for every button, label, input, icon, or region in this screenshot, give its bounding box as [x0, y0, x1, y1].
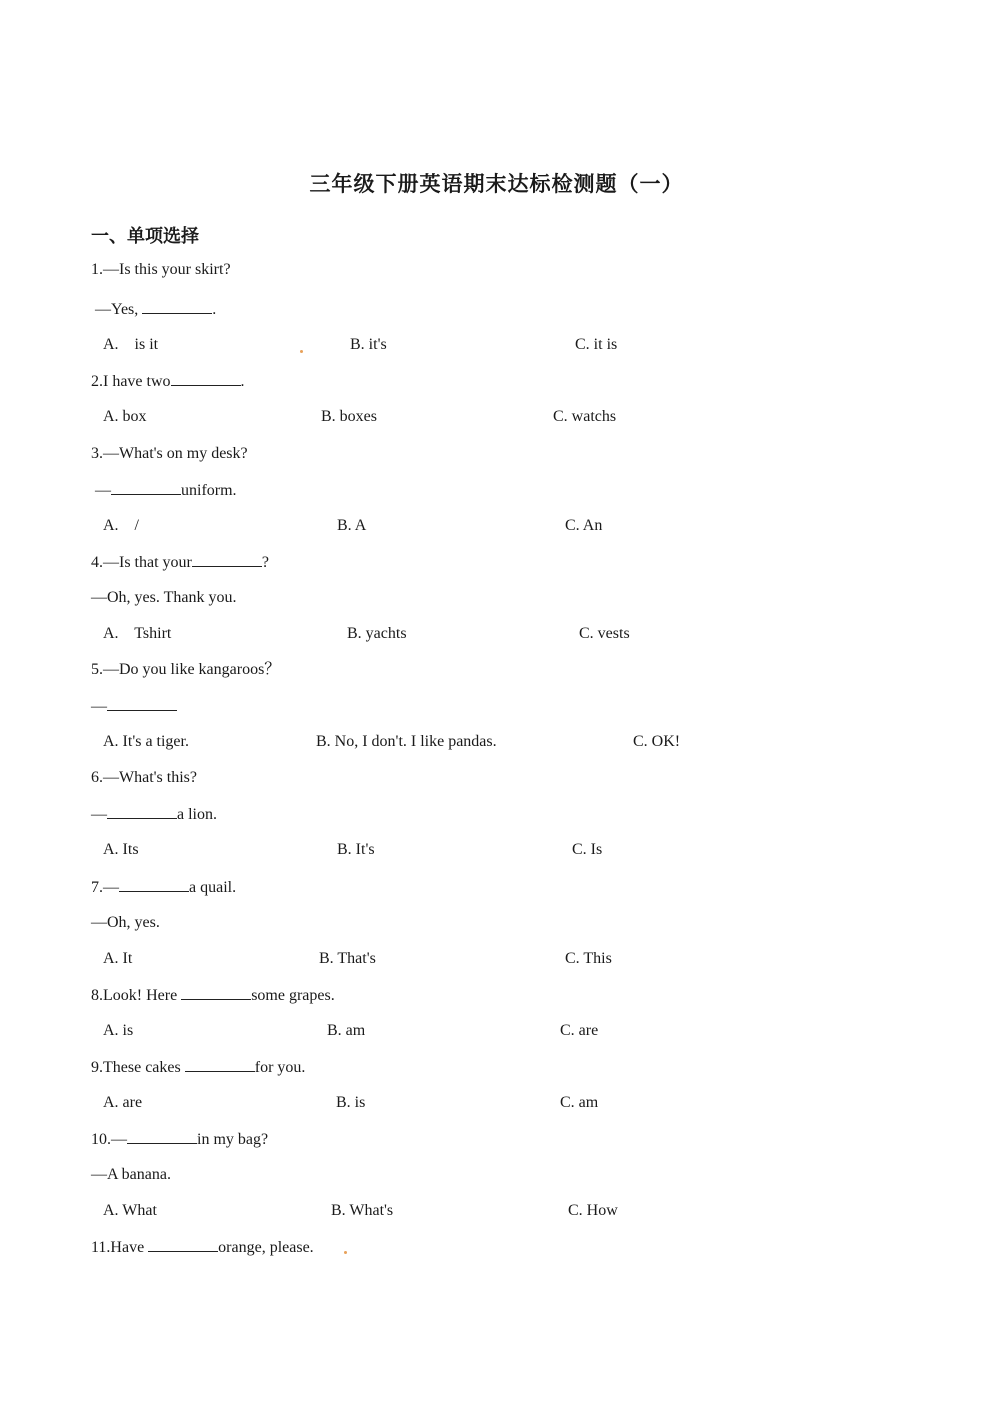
- answer-blank[interactable]: [192, 552, 262, 567]
- answer-blank[interactable]: [148, 1237, 218, 1252]
- question-4-option-a[interactable]: A. Tshirt: [103, 625, 172, 642]
- question-text: —Oh, yes. Thank you.: [91, 589, 237, 606]
- question-11-line-1: [91, 1237, 314, 1258]
- question-2-option-c[interactable]: C. watchs: [553, 408, 617, 425]
- question-10-option-c[interactable]: C. How: [568, 1202, 618, 1219]
- question-5-option-a[interactable]: A. It's a tiger.: [103, 733, 189, 750]
- question-text: ?: [261, 554, 269, 571]
- question-5-option-c[interactable]: C. OK!: [633, 733, 681, 750]
- question-text: a lion.: [177, 806, 217, 823]
- question-text: 2.I have two: [91, 373, 171, 390]
- question-text: —: [91, 806, 107, 823]
- question-text: 8.Look! Here: [91, 987, 182, 1004]
- question-1-line-1: [91, 260, 231, 280]
- question-1-option-b[interactable]: B. it's: [350, 336, 387, 353]
- question-7-line-1: [91, 877, 236, 898]
- question-9-option-a[interactable]: A. are: [103, 1094, 143, 1111]
- question-4-line-2: [91, 588, 236, 608]
- question-8-line-1: [91, 985, 335, 1006]
- question-text: a quail.: [189, 879, 237, 896]
- question-5-option-b[interactable]: B. No, I don't. I like pandas.: [316, 733, 497, 750]
- question-8-option-b[interactable]: B. am: [327, 1022, 366, 1039]
- question-text: —Oh, yes.: [91, 914, 160, 931]
- question-text: 5.—Do you like kangaroos？: [91, 661, 281, 678]
- answer-blank[interactable]: [185, 1057, 255, 1072]
- question-3-option-c[interactable]: C. An: [565, 517, 603, 534]
- question-text: —Yes,: [91, 301, 143, 318]
- question-text: 9.These cakes: [91, 1059, 185, 1076]
- question-4-option-b[interactable]: B. yachts: [347, 625, 407, 642]
- section-heading: 一、单项选择: [91, 226, 199, 246]
- question-3-option-a[interactable]: A. /: [103, 517, 139, 534]
- question-10-option-b[interactable]: B. What's: [331, 1202, 394, 1219]
- stray-dot: [344, 1251, 347, 1254]
- question-text: some grapes.: [251, 987, 335, 1004]
- answer-blank[interactable]: [111, 480, 181, 495]
- question-6-line-1: [91, 768, 197, 788]
- question-text: 4.—Is that your: [91, 554, 192, 571]
- question-text: for you.: [254, 1059, 306, 1076]
- question-text: in my bag?: [197, 1131, 269, 1148]
- answer-blank[interactable]: [181, 985, 251, 1000]
- question-1-line-2: [91, 299, 216, 320]
- question-8-option-a[interactable]: A. is: [103, 1022, 134, 1039]
- question-6-option-b[interactable]: B. It's: [337, 841, 375, 858]
- question-10-line-1: [91, 1129, 268, 1150]
- question-7-line-2: [91, 913, 160, 933]
- question-10-line-2: [91, 1165, 171, 1185]
- question-text: 3.—What's on my desk?: [91, 445, 248, 462]
- question-6-option-c[interactable]: C. Is: [572, 841, 603, 858]
- question-text: 10.—: [91, 1131, 127, 1148]
- question-3-line-1: [91, 444, 248, 464]
- question-5-line-1: [91, 660, 280, 680]
- question-10-option-a[interactable]: A. What: [103, 1202, 157, 1219]
- question-6-line-2: [91, 804, 217, 825]
- question-9-line-1: [91, 1057, 305, 1078]
- answer-blank[interactable]: [119, 877, 189, 892]
- question-text: orange, please.: [218, 1239, 314, 1256]
- answer-blank[interactable]: [107, 696, 177, 711]
- question-text: 6.—What's this?: [91, 769, 197, 786]
- question-9-option-b[interactable]: B. is: [336, 1094, 366, 1111]
- question-3-line-2: [91, 480, 237, 501]
- question-7-option-a[interactable]: A. It: [103, 950, 133, 967]
- question-1-option-a[interactable]: A. is it: [103, 336, 159, 353]
- question-8-option-c[interactable]: C. are: [560, 1022, 599, 1039]
- answer-blank[interactable]: [127, 1129, 197, 1144]
- question-2-line-1: [91, 371, 245, 392]
- question-2-option-b[interactable]: B. boxes: [321, 408, 377, 425]
- question-2-option-a[interactable]: A. box: [103, 408, 147, 425]
- question-4-line-1: [91, 552, 269, 573]
- stray-dot: [300, 350, 303, 353]
- question-7-option-c[interactable]: C. This: [565, 950, 612, 967]
- question-4-option-c[interactable]: C. vests: [579, 625, 630, 642]
- question-9-option-c[interactable]: C. am: [560, 1094, 599, 1111]
- question-text: 11.Have: [91, 1239, 149, 1256]
- answer-blank[interactable]: [142, 299, 212, 314]
- question-text: uniform.: [181, 482, 237, 499]
- question-text: 1.—Is this your skirt?: [91, 261, 231, 278]
- question-text: 7.—: [91, 879, 119, 896]
- question-3-option-b[interactable]: B. A: [337, 517, 367, 534]
- question-text: —: [91, 482, 111, 499]
- answer-blank[interactable]: [107, 804, 177, 819]
- question-text: —: [91, 698, 107, 715]
- page-title: 三年级下册英语期末达标检测题（一）: [309, 172, 684, 196]
- question-text: .: [240, 373, 245, 390]
- question-6-option-a[interactable]: A. Its: [103, 841, 139, 858]
- question-1-option-c[interactable]: C. it is: [575, 336, 618, 353]
- answer-blank[interactable]: [171, 371, 241, 386]
- question-5-line-2: [91, 696, 177, 717]
- question-text: —A banana.: [91, 1166, 171, 1183]
- question-7-option-b[interactable]: B. That's: [319, 950, 376, 967]
- question-text: .: [212, 301, 217, 318]
